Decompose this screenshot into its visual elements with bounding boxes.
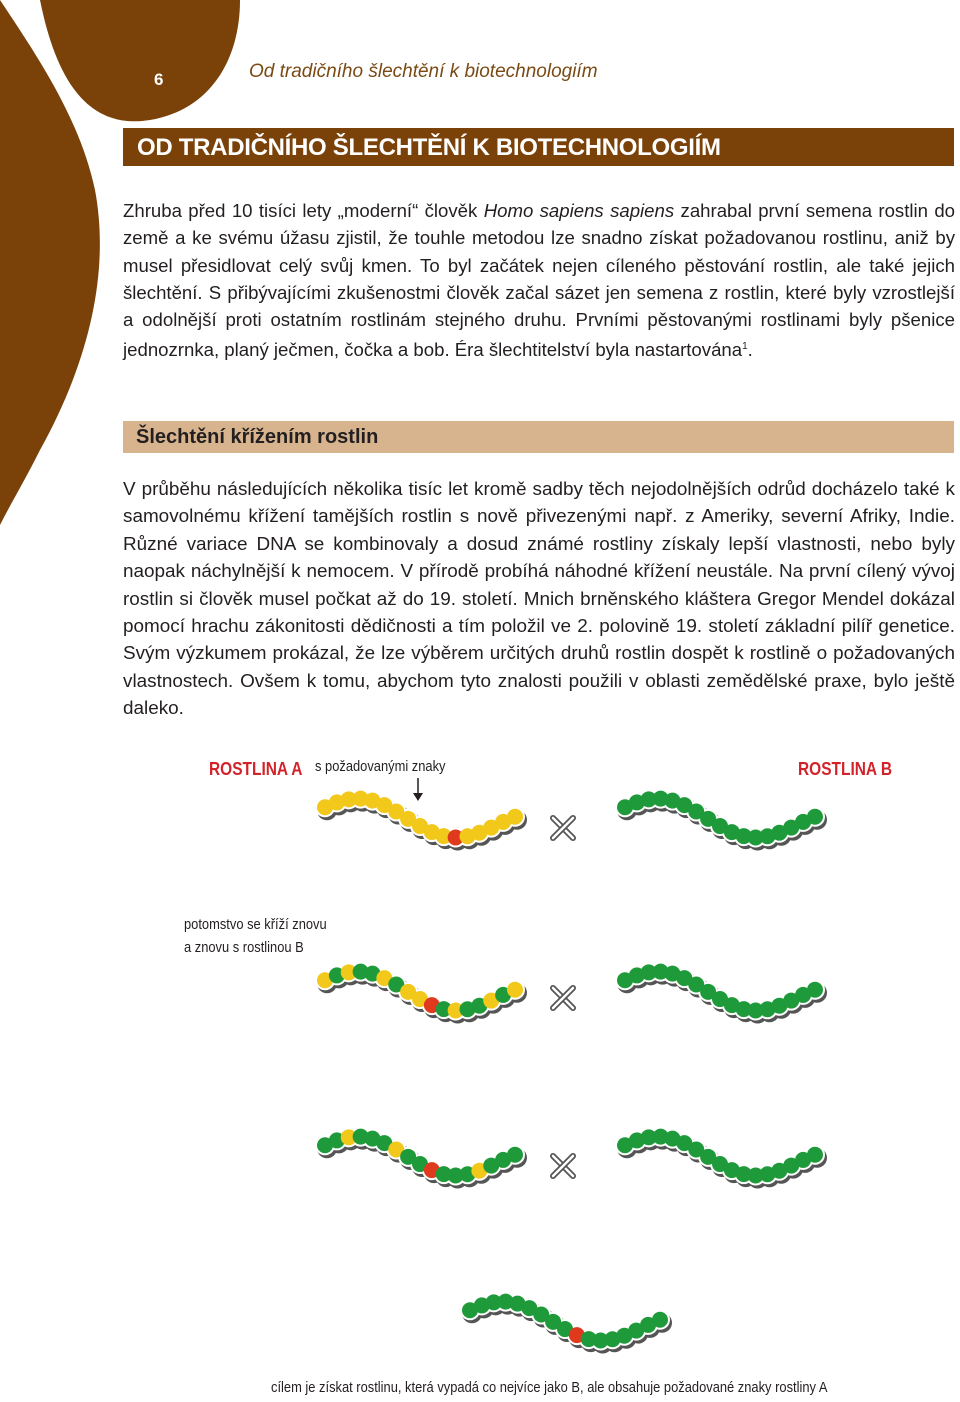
plant-a-label: ROSTLINA A xyxy=(209,759,303,779)
bead-chain-offspring-1 xyxy=(315,962,527,1024)
running-title: Od tradičního šlechtění k biotechnologiím xyxy=(249,61,598,82)
section-heading: Šlechtění křížením rostlin xyxy=(123,421,954,453)
cross-icon xyxy=(553,818,573,838)
bead-chain-final-plant xyxy=(460,1292,672,1354)
bead xyxy=(807,1147,823,1163)
cross-icon xyxy=(553,1156,573,1176)
bead-chain-offspring-2 xyxy=(315,1127,527,1189)
bead-chain-plant-a xyxy=(315,789,527,851)
goal-label: cílem je získat rostlinu, která vypadá co nejvíce jako B, ale obsahuje požadované znaky rostliny A xyxy=(271,1379,828,1396)
page-number: 6 xyxy=(154,70,164,89)
section-paragraph: V průběhu následujících několika tisíc let kromě sadby těch nejodolnějších odrůd docházelo také k samovolnému křížení tamějších rostlin s nově přivezenými např. z Ameriky, severní Afriky, Indie. Různé variace DNA se kombinovaly a dosud známé rostliny získaly lepší vlastnosti, nebo byly naopak náchylnější k nemocem. V přírodě probíhá náhodné křížení neustále. Na první cílený vývoj rostlin si člověk musel počkat až do 19. století. Mnich brněnského kláštera Gregor Mendel dokázal pomocí hrachu zákonitosti dědičnosti a tím položil ve 2. polovině 19. století základní pilíř genetice. Svým výzkumem prokázal, že lze výběrem určitých druhů rostlin dospět k rostlině o požadovaných vlastnostech. Ovšem k tomu, abychom tyto znalosti použili v oblasti zemědělské praxe, bylo ještě daleko. xyxy=(123,479,955,720)
plant-b-label: ROSTLINA B xyxy=(798,759,893,779)
bead-chain-plant-b-row3 xyxy=(615,1127,827,1189)
bead-chain-plant-b-row2 xyxy=(615,962,827,1024)
bead xyxy=(507,982,523,998)
bead xyxy=(507,809,523,825)
offspring-label-line1: potomstvo se kříží znovu xyxy=(184,916,327,933)
cross-icon xyxy=(553,988,573,1008)
desired-traits-label: s požadovanými znaky xyxy=(315,758,446,775)
bead xyxy=(652,1312,668,1328)
intro-paragraph: Zhruba před 10 tisíci lety „moderní“ člověk Homo sapiens sapiens zahrabal první semena rostlin do země a ke svému úžasu zjistil, že touhle metodou lze snadno získat požadovanou rostlinu, aniž by musel přesidlovat celý svůj kmen. To byl začátek nejen cíleného pěstování rostlin, ale také jejich šlechtění. S přibývajícími zkušenostmi člověk začal sázet jen semena z rostlin, které byly vzrostlejší a odolnější proti ostatním rostlinám stejného druhu. Prvními pěstovanými rostlinami byly pšenice jednozrnka, planý ječmen, čočka a bob. Éra šlechtitelství byla nastartována$^1$. xyxy=(123,200,956,361)
bead xyxy=(507,1147,523,1163)
bead xyxy=(807,809,823,825)
offspring-label-line2: a znovu s rostlinou B xyxy=(184,939,304,956)
down-arrow-icon xyxy=(413,778,423,801)
bead-chain-plant-b-row1 xyxy=(615,789,827,851)
bead xyxy=(807,982,823,998)
page-title: OD TRADIČNÍHO ŠLECHTĚNÍ K BIOTECHNOLOGIÍM xyxy=(123,128,954,166)
